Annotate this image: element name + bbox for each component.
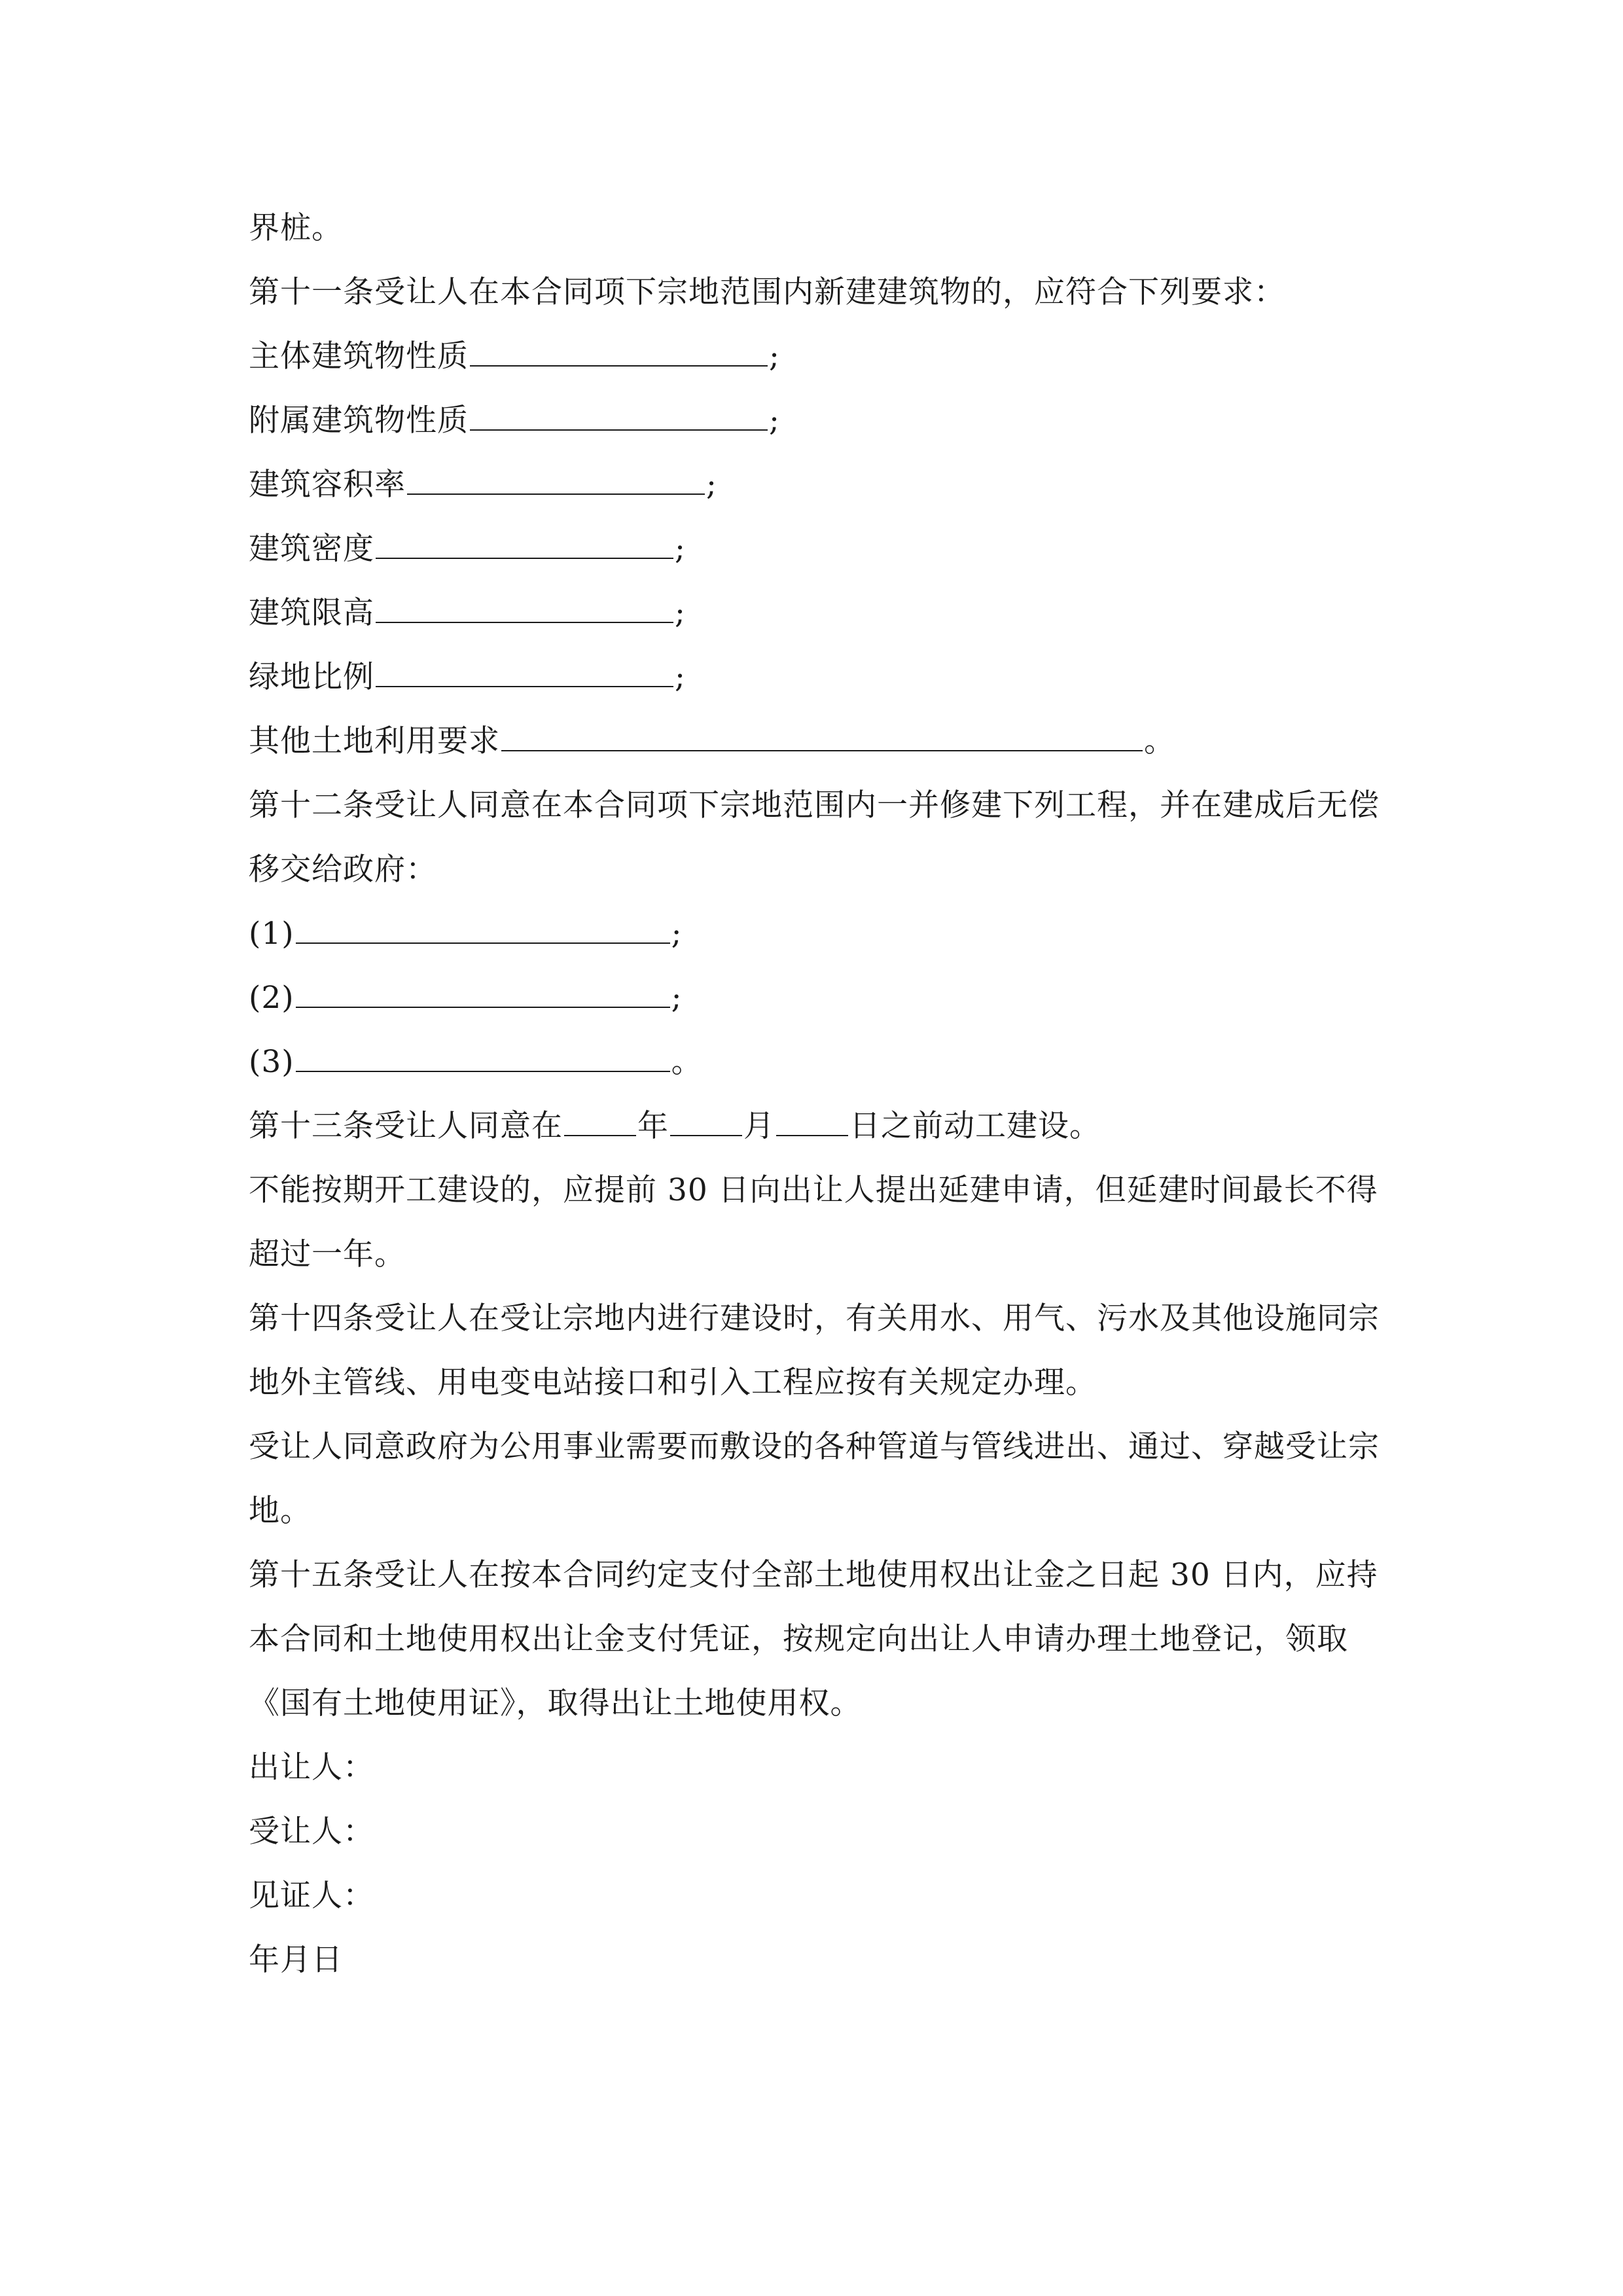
punctuation: ; — [769, 338, 780, 374]
project-item-3 — [249, 1030, 1387, 1094]
day-blank[interactable] — [776, 1106, 848, 1136]
document-page — [249, 196, 1387, 1992]
signature-transferee: 受让人： — [249, 1814, 374, 1850]
fill-in-blank[interactable] — [376, 593, 673, 623]
field-green-ratio — [249, 645, 1387, 709]
month-label: 月 — [743, 1108, 775, 1144]
signature-transferor: 出让人： — [249, 1749, 374, 1785]
project-item-1 — [249, 902, 1387, 966]
field-label: 绿地比例 — [249, 659, 374, 695]
field-height-limit — [249, 581, 1387, 645]
field-label: 建筑密度 — [249, 531, 374, 567]
month-blank[interactable] — [670, 1106, 742, 1136]
field-auxiliary-building-nature — [249, 389, 1387, 453]
field-label: 其他土地利用要求 — [249, 723, 500, 759]
fill-in-blank[interactable] — [501, 721, 1143, 751]
field-label: 建筑容积率 — [249, 467, 406, 503]
field-building-density — [249, 517, 1387, 581]
fill-in-blank[interactable] — [296, 1042, 670, 1072]
fill-in-blank[interactable] — [376, 529, 673, 559]
year-blank[interactable] — [564, 1106, 636, 1136]
field-label: 主体建筑物性质 — [249, 338, 469, 374]
year-label: 年 — [637, 1108, 669, 1144]
text-line: 界桩。 — [249, 210, 343, 246]
article-14-heading: 第十四条受让人在受让宗地内进行建设时，有关用水、用气、污水及其他设施同宗地外主管线、用电变电站接口和引入工程应按有关规定办理。 — [249, 1300, 1380, 1401]
punctuation: ; — [675, 659, 686, 695]
item-number: (1) — [249, 916, 294, 952]
punctuation: 。 — [671, 1044, 703, 1080]
signature-witness: 见证人： — [249, 1878, 374, 1914]
article-12-heading: 第十二条受让人同意在本合同项下宗地范围内一并修建下列工程，并在建成后无偿移交给政府： — [249, 787, 1380, 888]
punctuation: 。 — [1144, 723, 1175, 759]
field-other-land-use — [249, 709, 1387, 774]
delay-clause: 不能按期开工建设的，应提前 30 日向出让人提出延建申请，但延建时间最长不得超过一年。 — [249, 1172, 1378, 1272]
project-item-2 — [249, 966, 1387, 1030]
fill-in-blank[interactable] — [470, 336, 768, 367]
article-15-heading: 第十五条受让人在按本合同约定支付全部土地使用权出让金之日起 30 日内，应持本合同和土地使用权出让金支付凭证，按规定向出让人申请办理土地登记，领取《国有土地使用证》，取得出让土地使用权。 — [249, 1557, 1378, 1721]
punctuation: ; — [769, 403, 780, 439]
field-label: 附属建筑物性质 — [249, 403, 469, 439]
punctuation: ; — [671, 980, 683, 1016]
field-floor-area-ratio — [249, 453, 1387, 517]
article-13-text: 第十三条受让人同意在 — [249, 1108, 563, 1144]
article-13-heading — [249, 1094, 1387, 1158]
punctuation: ; — [675, 595, 686, 631]
fill-in-blank[interactable] — [376, 657, 673, 687]
day-label: 日之前动工建设。 — [849, 1108, 1101, 1144]
fill-in-blank[interactable] — [407, 465, 705, 495]
punctuation: ; — [675, 531, 686, 567]
signature-date: 年月日 — [249, 1942, 343, 1978]
fill-in-blank[interactable] — [296, 914, 670, 944]
punctuation: ; — [671, 916, 683, 952]
fill-in-blank[interactable] — [296, 978, 670, 1008]
article-11-heading: 第十一条受让人在本合同项下宗地范围内新建建筑物的，应符合下列要求： — [249, 274, 1285, 310]
field-label: 建筑限高 — [249, 595, 374, 631]
fill-in-blank[interactable] — [470, 401, 768, 431]
item-number: (2) — [249, 980, 294, 1016]
pipeline-clause: 受让人同意政府为公用事业需要而敷设的各种管道与管线进出、通过、穿越受让宗地。 — [249, 1429, 1380, 1529]
item-number: (3) — [249, 1044, 294, 1080]
punctuation: ; — [706, 467, 717, 503]
field-main-building-nature — [249, 325, 1387, 389]
